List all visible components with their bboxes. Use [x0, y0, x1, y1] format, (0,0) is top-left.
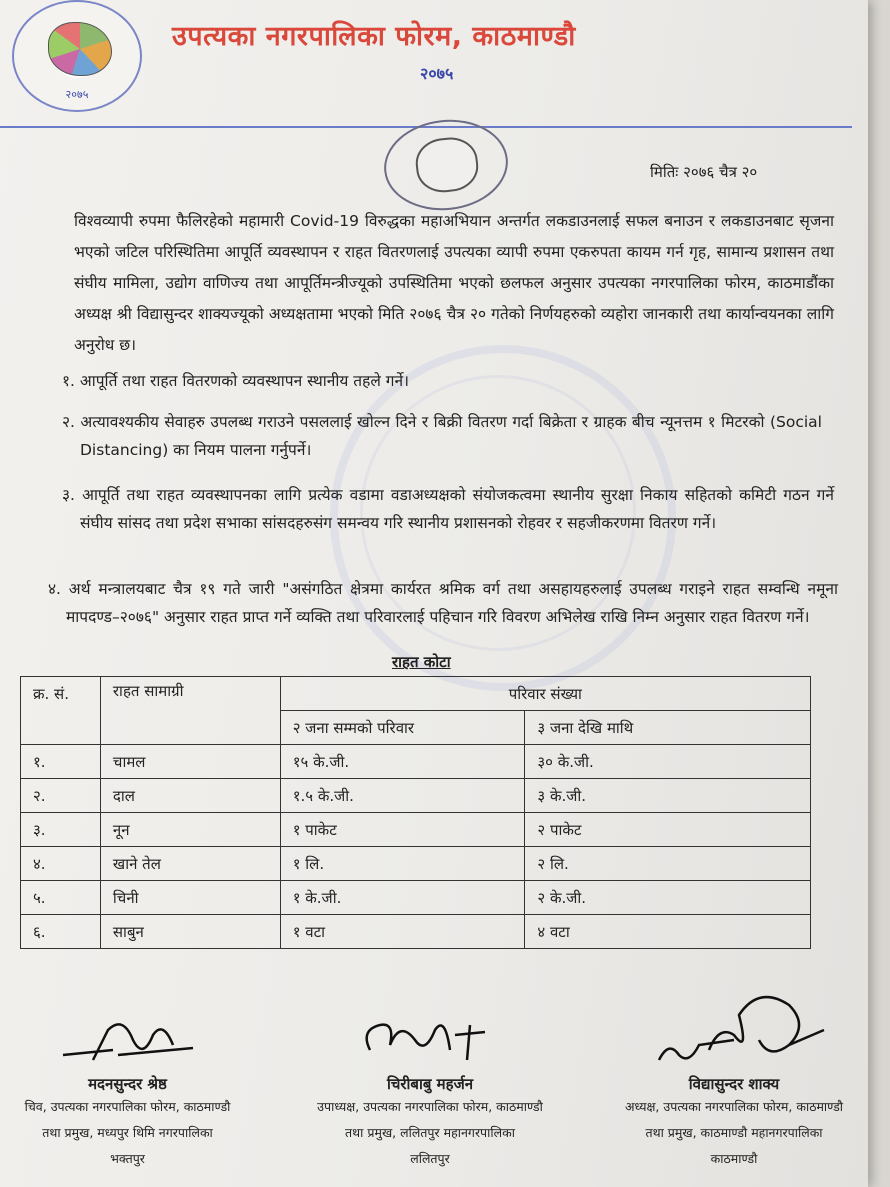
signatory-1-name: मदनसुन्दर श्रेष्ठ — [88, 1075, 167, 1093]
table-row — [21, 881, 811, 915]
signatory-2-line-2: तथा प्रमुख, ललितपुर महानगरपालिका — [345, 1125, 515, 1140]
header-family-size: परिवार संख्या — [280, 677, 810, 711]
signatory-2-line-3: ललितपुर — [410, 1151, 450, 1166]
signatory-3-line-2: तथा प्रमुख, काठमाण्डौ महानगरपालिका — [645, 1125, 823, 1140]
row-large-qty: ३० के.जी. — [525, 745, 811, 779]
row-small-qty: १ वटा — [280, 915, 525, 949]
letter-date: मितिः २०७६ चैत्र २० — [650, 163, 758, 181]
row-item: साबुन — [100, 915, 280, 949]
row-item: खाने तेल — [100, 847, 280, 881]
table-row — [21, 813, 811, 847]
valley-map-icon — [48, 22, 112, 76]
signatory-1-line-2: तथा प्रमुख, मध्यपुर थिमि नगरपालिका — [42, 1125, 213, 1140]
letterhead-title: उपत्यका नगरपालिका फोरम, काठमाण्डौ — [172, 21, 576, 52]
signatory-3-name: विद्यासुन्दर शाक्य — [688, 1075, 780, 1093]
signatory-2-name: चिरीबाबु महर्जन — [386, 1075, 474, 1093]
row-serial: ६. — [21, 915, 101, 949]
table-row — [21, 745, 811, 779]
table-header-row — [21, 677, 811, 711]
row-item: चिनी — [100, 881, 280, 915]
signature-2-icon — [355, 1010, 505, 1070]
table-row — [21, 847, 811, 881]
row-small-qty: १५ के.जी. — [280, 745, 525, 779]
row-large-qty: ४ वटा — [525, 915, 811, 949]
row-item: चामल — [100, 745, 280, 779]
row-item: नून — [100, 813, 280, 847]
stamp-map-icon — [413, 135, 480, 195]
row-serial: १. — [21, 745, 101, 779]
header-item: राहत सामाग्री — [100, 677, 280, 745]
row-item: दाल — [100, 779, 280, 813]
row-large-qty: २ पाकेट — [525, 813, 811, 847]
signatory-2-line-1: उपाध्यक्ष, उपत्यका नगरपालिका फोरम, काठमाण्डौ — [317, 1099, 543, 1114]
forum-logo — [12, 0, 142, 112]
table-row — [21, 915, 811, 949]
signatory-1 — [0, 1010, 255, 1172]
row-large-qty: २ के.जी. — [525, 881, 811, 915]
table-row — [21, 779, 811, 813]
signatory-3-line-3: काठमाण्डौ — [710, 1151, 758, 1166]
row-small-qty: १ लि. — [280, 847, 525, 881]
intro-paragraph: विश्वव्यापी रुपमा फैलिरहेको महामारी Covid-19 विरुद्धका महाअभियान अन्तर्गत लकडाउनलाई सफल बनाउन र लकडाउनबाट सृजना भएको जटिल परिस्थितिमा आपूर्ति व्यवस्थापन र राहत वितरणलाई उपत्यका व्यापी रुपमा एकरुपता कायम गर्न गृह, सामान्य प्रशासन तथा संघीय मामिला, उद्योग वाणिज्य तथा आपूर्तिमन्त्रीज्यूको उपस्थितिमा भएको छलफल अनुसार उपत्यका नगरपालिका फोरम, काठमाडौंका अध्यक्ष श्री विद्यासुन्दर शाक्यज्यूको अध्यक्षतामा भएको मिति २०७६ चैत्र २० गतेको निर्णयहरुको व्यहोरा जानकारी तथा कार्यान्वयनका लागि अनुरोध छ। — [74, 212, 834, 354]
logo-year: २०७५ — [65, 88, 89, 101]
row-small-qty: १.५ के.जी. — [280, 779, 525, 813]
row-large-qty: २ लि. — [525, 847, 811, 881]
signature-3-icon — [639, 985, 829, 1070]
signatory-3 — [600, 985, 868, 1172]
signatory-1-line-1: चिव, उपत्यका नगरपालिका फोरम, काठमाण्डौ — [24, 1099, 231, 1114]
row-serial: ५. — [21, 881, 101, 915]
signatory-3-line-1: अध्यक्ष, उपत्यका नगरपालिका फोरम, काठमाण्डौ — [624, 1099, 844, 1114]
row-small-qty: १ पाकेट — [280, 813, 525, 847]
decision-item-2: २. अत्यावश्यकीय सेवाहरु उपलब्ध गराउने पसललाई खोल्न दिने र बिक्री वितरण गर्दा बिक्रेता र ग्राहक बीच न्यूनत्तम १ मिटरको (Social Distancing) का नियम पालना गर्नुपर्ने। — [62, 413, 822, 459]
header-large-family: ३ जना देखि माथि — [525, 711, 811, 745]
row-serial: २. — [21, 779, 101, 813]
header-small-family: २ जना सम्मको परिवार — [280, 711, 525, 745]
row-small-qty: १ के.जी. — [280, 881, 525, 915]
row-large-qty: ३ के.जी. — [525, 779, 811, 813]
decision-item-4: ४. अर्थ मन्त्रालयबाट चैत्र १९ गते जारी "असंगठित क्षेत्रमा कार्यरत श्रमिक वर्ग तथा असहायहरुलाई उपलब्ध गराइने राहत सम्वन्धि नमूना मापदण्ड–२०७६" अनुसार राहत प्राप्त गर्ने व्यक्ति तथा परिवारलाई पहिचान गरि विवरण अभिलेख राखि निम्न अनुसार राहत वितरण गर्ने। — [48, 580, 838, 626]
row-serial: ४. — [21, 847, 101, 881]
official-stamp — [380, 114, 513, 216]
signatory-2 — [280, 1010, 580, 1172]
header-serial: क्र. सं. — [21, 677, 101, 745]
table-caption: राहत कोटा — [392, 653, 451, 671]
decision-item-1: १. आपूर्ति तथा राहत वितरणको व्यवस्थापन स्थानीय तहले गर्ने। — [62, 372, 409, 390]
signature-1-icon — [53, 1010, 203, 1070]
signatory-1-line-3: भक्तपुर — [110, 1151, 145, 1166]
letterhead-year: २०७५ — [420, 64, 454, 83]
decision-item-3: ३. आपूर्ति तथा राहत व्यवस्थापनका लागि प्रत्येक वडामा वडाअध्यक्षको संयोजकत्वमा स्थानीय सुरक्षा निकाय सहितको कमिटी गठन गर्ने संघीय सांसद तथा प्रदेश सभाका सांसदहरुसंग समन्वय गरि स्थानीय प्रशासनको रोहवर र सहजीकरणमा वितरण गर्ने। — [62, 486, 834, 532]
relief-quota-table — [20, 676, 811, 949]
row-serial: ३. — [21, 813, 101, 847]
